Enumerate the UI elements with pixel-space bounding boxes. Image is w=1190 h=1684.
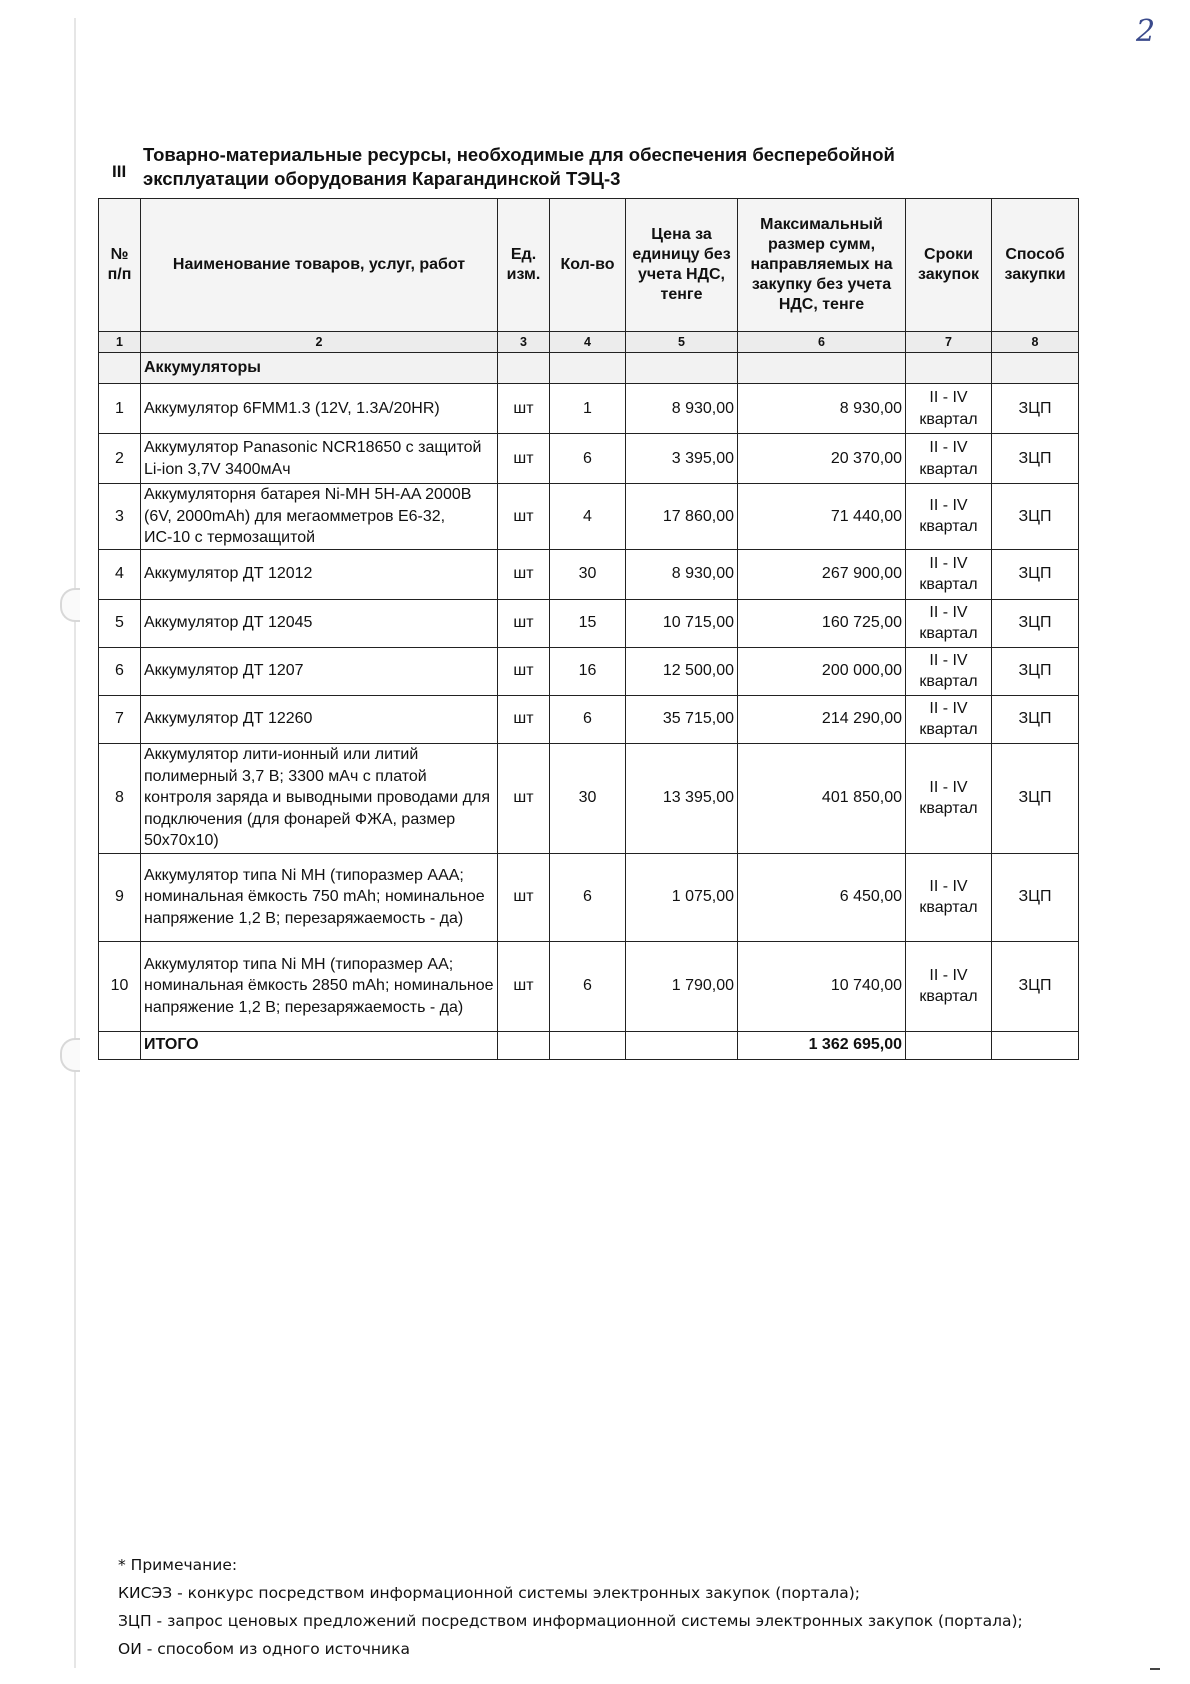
- header-num: № п/п: [99, 199, 141, 332]
- row-name: Аккумулятор типа Ni MH (типоразмер АА; номинальная ёмкость 2850 mAh; номинальное напряжение 1,2 В; перезаряжаемость - да): [141, 941, 498, 1031]
- row-method: ЗЦП: [992, 549, 1079, 599]
- row-name: Аккумулятор 6FMM1.3 (12V, 1.3A/20HR): [141, 384, 498, 434]
- row-period: II - IV квартал: [906, 853, 992, 941]
- row-name: Аккумулятор Panasonic NCR18650 с защитой Li-ion 3,7V 3400мАч: [141, 434, 498, 484]
- row-unit: шт: [498, 743, 550, 853]
- column-number: 5: [626, 332, 738, 353]
- column-number: 2: [141, 332, 498, 353]
- row-unit: шт: [498, 941, 550, 1031]
- footnote-heading: * Примечание:: [118, 1556, 238, 1574]
- row-method: ЗЦП: [992, 434, 1079, 484]
- row-period: II - IV квартал: [906, 647, 992, 695]
- column-number: 1: [99, 332, 141, 353]
- row-unit: шт: [498, 434, 550, 484]
- row-period: II - IV квартал: [906, 484, 992, 550]
- row-price: 1 075,00: [626, 853, 738, 941]
- scan-edge: [74, 18, 76, 1668]
- row-price: 8 930,00: [626, 549, 738, 599]
- row-sum: 20 370,00: [738, 434, 906, 484]
- row-num: 10: [99, 941, 141, 1031]
- procurement-table: [98, 198, 1079, 1060]
- header-price: Цена за единицу без учета НДС, тенге: [626, 199, 738, 332]
- row-name: Аккумулятор ДТ 1207: [141, 647, 498, 695]
- row-method: ЗЦП: [992, 599, 1079, 647]
- table-row: [99, 647, 1079, 695]
- page-edge-mark: [1150, 1668, 1160, 1670]
- row-unit: шт: [498, 484, 550, 550]
- footnote-line: ОИ - способом из одного источника: [118, 1640, 410, 1658]
- row-period: II - IV квартал: [906, 549, 992, 599]
- row-qty: 6: [550, 434, 626, 484]
- row-sum: 160 725,00: [738, 599, 906, 647]
- row-num: 4: [99, 549, 141, 599]
- row-unit: шт: [498, 647, 550, 695]
- row-qty: 1: [550, 384, 626, 434]
- row-name: Аккумуляторня батарея Ni-MH 5H-AA 2000B (6V, 2000mAh) для мегаомметров Е6-32, ИС-10 с термозащитой: [141, 484, 498, 550]
- column-number: 3: [498, 332, 550, 353]
- row-method: ЗЦП: [992, 484, 1079, 550]
- table-row: [99, 484, 1079, 550]
- row-period: II - IV квартал: [906, 384, 992, 434]
- row-qty: 15: [550, 599, 626, 647]
- column-number-row: [99, 332, 1079, 353]
- header-max-sum: Максимальный размер сумм, направляемых на закупку без учета НДС, тенге: [738, 199, 906, 332]
- table-row: [99, 743, 1079, 853]
- row-qty: 16: [550, 647, 626, 695]
- column-number: 4: [550, 332, 626, 353]
- row-name: Аккумулятор типа Ni MH (типоразмер ААА; номинальная ёмкость 750 mAh; номинальное напряжение 1,2 В; перезаряжаемость - да): [141, 853, 498, 941]
- total-sum: 1 362 695,00: [738, 1031, 906, 1059]
- total-row: [99, 1031, 1079, 1059]
- row-period: II - IV квартал: [906, 743, 992, 853]
- punch-hole-icon: [60, 1038, 80, 1072]
- row-num: 7: [99, 695, 141, 743]
- row-qty: 6: [550, 941, 626, 1031]
- table-row: [99, 549, 1079, 599]
- row-price: 17 860,00: [626, 484, 738, 550]
- row-period: II - IV квартал: [906, 941, 992, 1031]
- row-price: 13 395,00: [626, 743, 738, 853]
- column-number: 7: [906, 332, 992, 353]
- column-number: 8: [992, 332, 1079, 353]
- section-number: III: [112, 162, 127, 181]
- row-qty: 30: [550, 549, 626, 599]
- table-row: [99, 853, 1079, 941]
- row-period: II - IV квартал: [906, 695, 992, 743]
- row-num: 6: [99, 647, 141, 695]
- row-method: ЗЦП: [992, 647, 1079, 695]
- row-qty: 6: [550, 853, 626, 941]
- punch-hole-icon: [60, 588, 80, 622]
- row-num: 8: [99, 743, 141, 853]
- row-unit: шт: [498, 853, 550, 941]
- table-row: [99, 695, 1079, 743]
- table-row: [99, 434, 1079, 484]
- row-price: 12 500,00: [626, 647, 738, 695]
- header-qty: Кол-во: [550, 199, 626, 332]
- row-price: 35 715,00: [626, 695, 738, 743]
- table-row: [99, 599, 1079, 647]
- row-sum: 267 900,00: [738, 549, 906, 599]
- row-unit: шт: [498, 384, 550, 434]
- row-sum: 10 740,00: [738, 941, 906, 1031]
- row-unit: шт: [498, 549, 550, 599]
- row-num: 9: [99, 853, 141, 941]
- row-name: Аккумулятор ДТ 12045: [141, 599, 498, 647]
- total-label: ИТОГО: [141, 1031, 498, 1059]
- page-number-mark: 2: [1136, 14, 1156, 49]
- row-method: ЗЦП: [992, 384, 1079, 434]
- footnote-line: ЗЦП - запрос ценовых предложений посредством информационной системы электронных закупок (портала);: [118, 1612, 1023, 1630]
- row-method: ЗЦП: [992, 941, 1079, 1031]
- row-qty: 30: [550, 743, 626, 853]
- table-row: [99, 384, 1079, 434]
- group-label: Аккумуляторы: [141, 353, 498, 384]
- row-period: II - IV квартал: [906, 434, 992, 484]
- column-number: 6: [738, 332, 906, 353]
- row-qty: 4: [550, 484, 626, 550]
- header-method: Способ закупки: [992, 199, 1079, 332]
- row-num: 2: [99, 434, 141, 484]
- row-num: 1: [99, 384, 141, 434]
- row-price: 1 790,00: [626, 941, 738, 1031]
- table-row: [99, 941, 1079, 1031]
- row-price: 3 395,00: [626, 434, 738, 484]
- row-sum: 71 440,00: [738, 484, 906, 550]
- group-row: [99, 353, 1079, 384]
- row-period: II - IV квартал: [906, 599, 992, 647]
- row-unit: шт: [498, 695, 550, 743]
- row-name: Аккумулятор ДТ 12260: [141, 695, 498, 743]
- row-name: Аккумулятор лити-ионный или литий полимерный 3,7 В; 3300 мАч с платой контроля заряда и выводными проводами для подключения (для фонарей ФЖА, размер 50х70х10): [141, 743, 498, 853]
- row-sum: 8 930,00: [738, 384, 906, 434]
- row-num: 3: [99, 484, 141, 550]
- row-sum: 200 000,00: [738, 647, 906, 695]
- row-sum: 214 290,00: [738, 695, 906, 743]
- header-period: Сроки закупок: [906, 199, 992, 332]
- header-unit: Ед. изм.: [498, 199, 550, 332]
- row-num: 5: [99, 599, 141, 647]
- header-name: Наименование товаров, услуг, работ: [141, 199, 498, 332]
- row-unit: шт: [498, 599, 550, 647]
- table-header-row: [99, 199, 1079, 332]
- row-qty: 6: [550, 695, 626, 743]
- row-method: ЗЦП: [992, 853, 1079, 941]
- row-method: ЗЦП: [992, 695, 1079, 743]
- footnote-line: КИСЭЗ - конкурс посредством информационной системы электронных закупок (портала);: [118, 1584, 860, 1602]
- row-price: 8 930,00: [626, 384, 738, 434]
- row-name: Аккумулятор ДТ 12012: [141, 549, 498, 599]
- row-sum: 401 850,00: [738, 743, 906, 853]
- section-title: Товарно-материальные ресурсы, необходимые для обеспечения бесперебойной эксплуатации оборудования Карагандинской ТЭЦ-3: [143, 144, 895, 189]
- footnote: [118, 1551, 1023, 1663]
- row-price: 10 715,00: [626, 599, 738, 647]
- row-sum: 6 450,00: [738, 853, 906, 941]
- row-method: ЗЦП: [992, 743, 1079, 853]
